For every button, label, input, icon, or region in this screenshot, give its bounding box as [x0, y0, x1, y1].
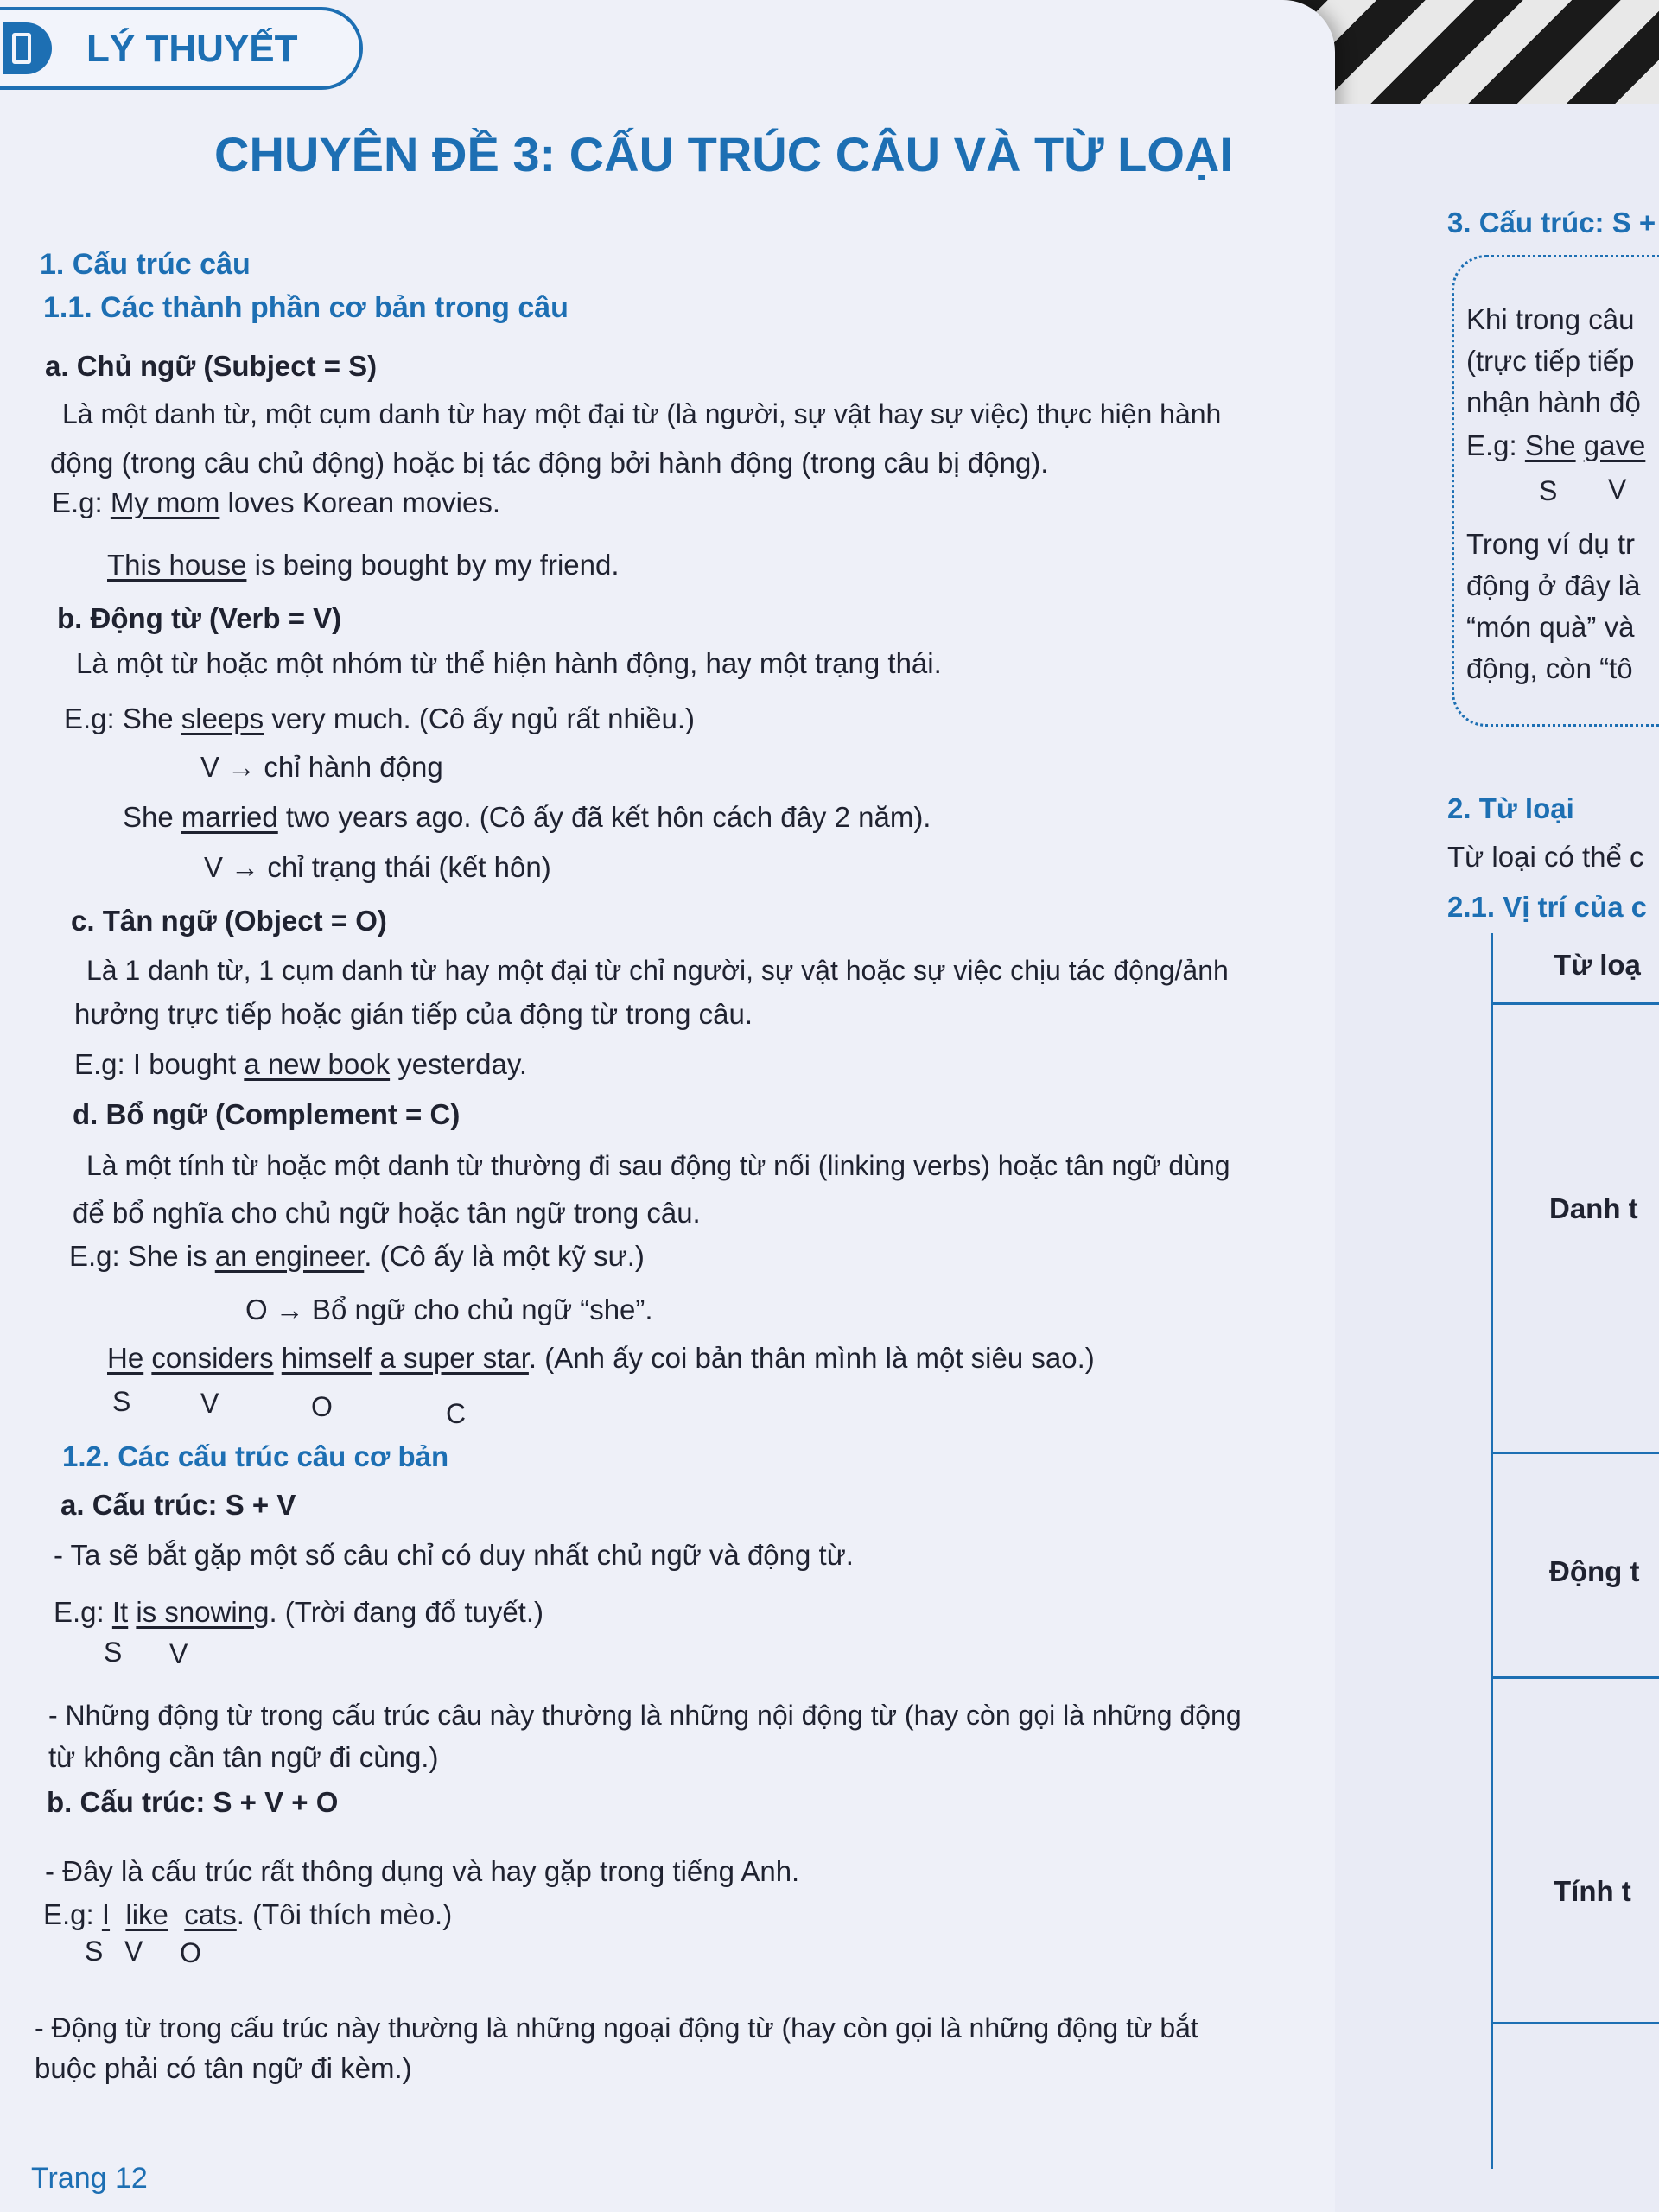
- section-2-line: Từ loại có thể c: [1447, 841, 1644, 873]
- label-s: S: [112, 1386, 131, 1417]
- heading-s-v: a. Cấu trúc: S + V: [60, 1489, 296, 1521]
- example-prefix: E.g:: [54, 1596, 112, 1628]
- underlined-complement: a super star: [379, 1342, 529, 1374]
- example-prefix: E.g: She is: [69, 1240, 215, 1272]
- book-icon: [3, 22, 52, 74]
- label-s: S: [104, 1637, 123, 1668]
- heading-complement: d. Bổ ngữ (Complement = C): [73, 1098, 461, 1130]
- label-s: S: [1539, 475, 1558, 506]
- underlined-verb: married: [181, 801, 278, 833]
- example-rest: loves Korean movies.: [219, 486, 501, 518]
- example-prefix: E.g:: [52, 486, 111, 518]
- verb-def: Là một từ hoặc một nhóm từ thể hiện hành động, hay một trạng thái.: [76, 647, 942, 679]
- subject-example-2: [107, 548, 620, 582]
- verb-example-2: [123, 800, 931, 835]
- table-row-rule: [1493, 1676, 1659, 1679]
- example-prefix: E.g:: [1466, 429, 1525, 461]
- example-rest: . (Trời đang đổ tuyết.): [269, 1596, 544, 1628]
- underlined-verb: like: [125, 1898, 168, 1930]
- section-tag: [0, 7, 363, 90]
- s-v-def: - Ta sẽ bắt gặp một số câu chỉ có duy nhất chủ ngữ và động từ.: [54, 1539, 854, 1571]
- label-v: V: [124, 1936, 143, 1967]
- underlined-verb: gave: [1583, 429, 1646, 461]
- underlined-verb: sleeps: [181, 702, 264, 734]
- heading-subject: a. Chủ ngữ (Subject = S): [45, 350, 378, 382]
- underlined-object: himself: [281, 1342, 372, 1374]
- underlined-subject: My mom: [110, 486, 220, 518]
- subject-def-2: động (trong câu chủ động) hoặc bị tác động bởi hành động (trong câu bị động).: [50, 447, 1049, 479]
- table-row-label: Động t: [1549, 1555, 1640, 1587]
- page-number: Trang 12: [31, 2162, 148, 2195]
- label-v: V: [200, 1388, 219, 1419]
- underlined-subject: I: [101, 1898, 111, 1930]
- label-v: V: [169, 1638, 188, 1669]
- table-row-rule: [1493, 2022, 1659, 2024]
- heading-object: c. Tân ngữ (Object = O): [71, 905, 387, 937]
- verb-note-2: V → chỉ trạng thái (kết hôn): [204, 851, 551, 883]
- example-rest: . (Anh ấy coi bản thân mình là một siêu sao.): [528, 1342, 1095, 1374]
- verb-example-1: [64, 702, 695, 736]
- box-example: [1466, 429, 1645, 463]
- word-class-table: [1491, 933, 1659, 2169]
- heading-verb: b. Động từ (Verb = V): [57, 602, 342, 634]
- underlined-verb: is snowing: [136, 1596, 270, 1628]
- example-rest: . (Tôi thích mèo.): [236, 1898, 453, 1930]
- s-v-note-1: - Những động từ trong cấu trúc câu này thường là những nội động từ (hay còn gọi là những động: [48, 1700, 1242, 1731]
- s-v-o-def: - Đây là cấu trúc rất thông dụng và hay gặp trong tiếng Anh.: [45, 1855, 800, 1887]
- example-rest: yesterday.: [390, 1048, 528, 1080]
- underlined-subject: He: [107, 1342, 144, 1374]
- label-v: V: [1608, 474, 1627, 505]
- example-prefix: E.g: She: [64, 702, 181, 734]
- s-v-example: [54, 1595, 543, 1630]
- example-rest: . (Cô ấy là một kỹ sư.): [364, 1240, 645, 1272]
- complement-def-1: Là một tính từ hoặc một danh từ thường đi sau động từ nối (linking verbs) hoặc tân ngữ dùng: [86, 1150, 1230, 1181]
- box-line-7: động, còn “tô: [1466, 652, 1633, 684]
- underlined-complement: an engineer: [214, 1240, 365, 1272]
- complement-def-2: để bổ nghĩa cho chủ ngữ hoặc tân ngữ trong câu.: [73, 1197, 701, 1229]
- table-header: Từ loạ: [1554, 949, 1641, 981]
- box-line-1: Khi trong câu: [1466, 303, 1635, 335]
- heading-1: 1. Cấu trúc câu: [40, 248, 251, 281]
- s-v-o-note-2: buộc phải có tân ngữ đi kèm.): [35, 2052, 412, 2084]
- s-v-o-note-1: - Động từ trong cấu trúc này thường là những ngoại động từ (hay còn gọi là những động từ bắt: [35, 2012, 1198, 2044]
- object-def-2: hưởng trực tiếp hoặc gián tiếp của động từ trong câu.: [74, 998, 753, 1030]
- label-c: C: [446, 1398, 467, 1429]
- example-rest: two years ago. (Cô ấy đã kết hôn cách đây 2 năm).: [277, 801, 931, 833]
- example-prefix: E.g:: [43, 1898, 102, 1930]
- example-prefix: She: [123, 801, 181, 833]
- object-def-1: Là 1 danh từ, 1 cụm danh từ hay một đại từ chỉ người, sự vật hoặc sự việc chịu tác động/ảnh: [86, 955, 1229, 986]
- heading-s-v-o: b. Cấu trúc: S + V + O: [47, 1786, 339, 1818]
- underlined-object: a new book: [244, 1048, 391, 1080]
- s-v-note-2: từ không cần tân ngữ đi cùng.): [48, 1741, 439, 1773]
- box-line-2: (trực tiếp tiếp: [1466, 345, 1635, 377]
- example-rest: is being bought by my friend.: [246, 549, 620, 581]
- box-line-4: Trong ví dụ tr: [1466, 528, 1636, 560]
- label-o: O: [180, 1937, 201, 1968]
- subject-def-1: Là một danh từ, một cụm danh từ hay một đại từ (là người, sự vật hay sự việc) thực hiện hành: [62, 398, 1222, 429]
- verb-note-1: V → chỉ hành động: [200, 751, 443, 783]
- heading-1-2: 1.2. Các cấu trúc câu cơ bản: [62, 1440, 449, 1472]
- object-example: [74, 1047, 527, 1082]
- box-line-3: nhận hành độ: [1466, 386, 1641, 418]
- underlined-object: cats: [184, 1898, 237, 1930]
- heading-2: 2. Từ loại: [1447, 792, 1574, 824]
- table-row-label: Danh t: [1549, 1192, 1638, 1224]
- heading-1-1: 1.1. Các thành phần cơ bản trong câu: [43, 291, 569, 324]
- example-prefix: E.g: I bought: [74, 1048, 245, 1080]
- complement-example-1: [69, 1239, 645, 1274]
- right-page: [1335, 104, 1659, 2212]
- complement-note: O → Bổ ngữ cho chủ ngữ “she”.: [245, 1294, 653, 1325]
- box-line-6: “món quà” và: [1466, 611, 1635, 643]
- label-o: O: [311, 1391, 333, 1422]
- s-v-o-example: [43, 1897, 452, 1932]
- subject-example-1: [52, 486, 500, 520]
- box-line-5: động ở đây là: [1466, 569, 1641, 601]
- section-tag-label: LÝ THUYẾT: [86, 28, 298, 70]
- page-title: CHUYÊN ĐỀ 3: CẤU TRÚC CÂU VÀ TỪ LOẠI: [214, 127, 1233, 181]
- table-row-rule: [1493, 1452, 1659, 1454]
- table-header-rule: [1493, 1002, 1659, 1005]
- label-s: S: [85, 1936, 104, 1967]
- underlined-subject: It: [111, 1596, 129, 1628]
- heading-2-1: 2.1. Vị trí của c: [1447, 891, 1648, 923]
- underlined-subject: This house: [107, 549, 247, 581]
- example-rest: very much. (Cô ấy ngủ rất nhiều.): [264, 702, 696, 734]
- complement-example-2: [107, 1341, 1095, 1376]
- underlined-verb: considers: [151, 1342, 274, 1374]
- table-row-label: Tính t: [1554, 1875, 1631, 1907]
- heading-3: 3. Cấu trúc: S +: [1447, 207, 1656, 238]
- underlined-subject: She: [1524, 429, 1576, 461]
